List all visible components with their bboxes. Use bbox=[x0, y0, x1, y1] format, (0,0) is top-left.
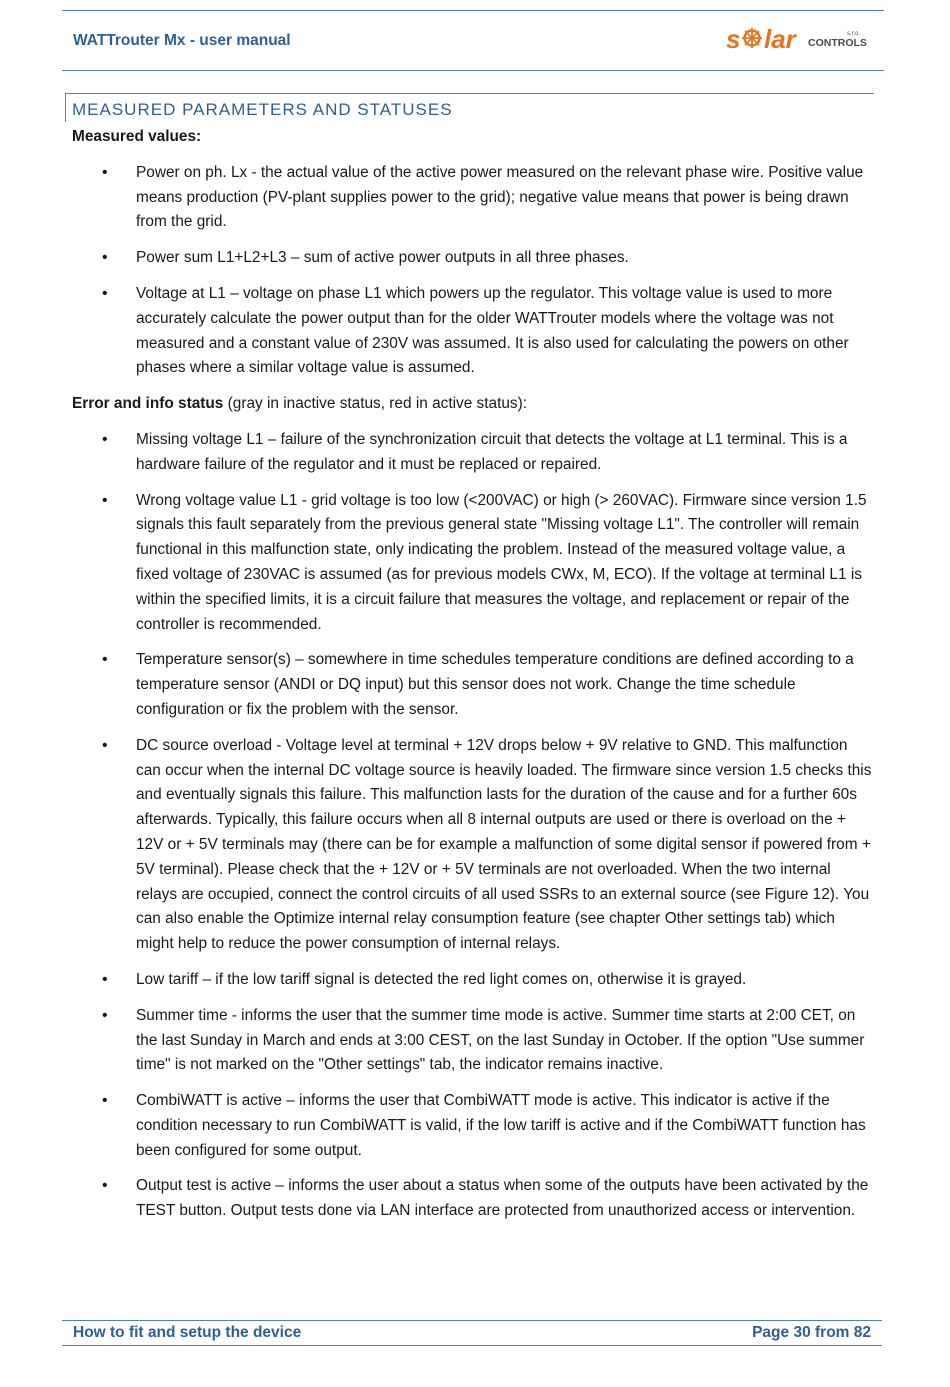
header-bottom-rule bbox=[62, 70, 884, 71]
footer-page-number: Page 30 from 82 bbox=[752, 1324, 871, 1341]
list-item: • Missing voltage L1 – failure of the synchronization circuit that detects the voltage at L1 terminal. This is a hardware failure of the regulator and it must be replaced or repaired. bbox=[72, 428, 872, 478]
list-item: • Temperature sensor(s) – somewhere in time schedules temperature conditions are defined according to a temperature sensor (ANDI or DQ input) but this sensor does not work. Change the time schedule configuration or fix the problem with the sensor. bbox=[72, 648, 872, 722]
list-item: • Output test is active – informs the user about a status when some of the outputs have been activated by the TEST button. Output tests done via LAN interface are protected from unauthorized access or intervention. bbox=[72, 1174, 872, 1224]
list-item: • Summer time - informs the user that the summer time mode is active. Summer time starts at 2:00 CET, on the last Sunday in March and ends at 3:00 CEST, on the last Sunday in October. If the option "Use summer time" is not marked on the "Other settings" tab, the indicator remains inactive. bbox=[72, 1004, 872, 1078]
page-content bbox=[72, 125, 872, 1235]
footer-top-rule bbox=[62, 1320, 882, 1321]
header-top-rule bbox=[62, 10, 884, 11]
solar-controls-logo bbox=[726, 24, 876, 54]
list-item: • DC source overload - Voltage level at terminal + 12V drops below + 9V relative to GND. This malfunction can occur when the internal DC voltage source is heavily loaded. The firmware since version 1.5 checks this and eventually signals this failure. This malfunction lasts for the duration of the cause and for a further 60s afterwards. Typically, this failure occurs when all 8 internal outputs are used or there is overload on the + 12V or + 5V terminals may (there can be for example a malfunction of some digital sensor if powered from + 5V terminal). Please check that the + 12V or + 5V terminals are not overloaded. When the two internal relays are occupied, connect the control circuits of all used SSRs to an external source (see Figure 12). You can also enable the Optimize internal relay consumption feature (see chapter Other settings tab) which might help to reduce the power consumption of internal relays. bbox=[72, 734, 872, 957]
list-item: • CombiWATT is active – informs the user that CombiWATT mode is active. This indicator is active if the condition necessary to run CombiWATT is valid, if the low tariff is active and if the CombiWATT function has been configured for some output. bbox=[72, 1089, 872, 1163]
bullet-icon: • bbox=[102, 1177, 108, 1195]
list-item: • Wrong voltage value L1 - grid voltage is too low (<200VAC) or high (> 260VAC). Firmware since version 1.5 signals this fault separately from the previous general state "Missing voltage L1". The controller will remain functional in this malfunction state, only indicating the problem. Instead of the measured voltage value, a fixed voltage of 230VAC is assumed (as for previous models CWx, M, ECO). If the voltage at terminal L1 is within the specified limits, it is a circuit failure that measures the voltage, and replacement or repair of the controller is recommended. bbox=[72, 489, 872, 638]
bullet-icon: • bbox=[102, 651, 108, 669]
bullet-icon: • bbox=[102, 284, 108, 302]
list-item: • Voltage at L1 – voltage on phase L1 which powers up the regulator. This voltage value is used to more accurately calculate the power output than for the older WATTrouter models where the voltage was not measured and a constant value of 230V was assumed. It is also used for calculating the powers on other phases where a similar voltage value is assumed. bbox=[72, 282, 872, 381]
measured-values-list bbox=[72, 161, 872, 381]
bullet-icon: • bbox=[102, 163, 108, 181]
error-info-list bbox=[72, 428, 872, 1224]
list-item: • Low tariff – if the low tariff signal is detected the red light comes on, otherwise it is grayed. bbox=[72, 968, 872, 993]
list-item: • Power on ph. Lx - the actual value of the active power measured on the relevant phase wire. Positive value means production (PV-plant supplies power to the grid); negative value means that power is being drawn from the grid. bbox=[72, 161, 872, 235]
logo-lar: lar bbox=[764, 24, 796, 54]
logo-sun-icon bbox=[742, 28, 762, 48]
document-title: WATTrouter Mx - user manual bbox=[73, 32, 291, 49]
list-item: • Power sum L1+L2+L3 – sum of active power outputs in all three phases. bbox=[72, 246, 872, 271]
measured-values-heading: Measured values: bbox=[72, 128, 202, 145]
logo-s: s bbox=[726, 24, 741, 54]
section-heading-box bbox=[65, 93, 874, 122]
bullet-icon: • bbox=[102, 491, 108, 509]
bullet-icon: • bbox=[102, 736, 108, 754]
bullet-icon: • bbox=[102, 1092, 108, 1110]
error-info-heading: Error and info status (gray in inactive status, red in active status): bbox=[72, 395, 528, 413]
bullet-icon: • bbox=[102, 430, 108, 448]
logo-sro: s.r.o. bbox=[847, 31, 861, 37]
bullet-icon: • bbox=[102, 249, 108, 267]
footer-bottom-rule bbox=[62, 1345, 882, 1346]
logo-controls: CONTROLS bbox=[808, 37, 867, 49]
bullet-icon: • bbox=[102, 1006, 108, 1024]
section-title: MEASURED PARAMETERS AND STATUSES bbox=[72, 100, 453, 119]
footer-chapter-title: How to fit and setup the device bbox=[73, 1324, 302, 1341]
bullet-icon: • bbox=[102, 970, 108, 988]
